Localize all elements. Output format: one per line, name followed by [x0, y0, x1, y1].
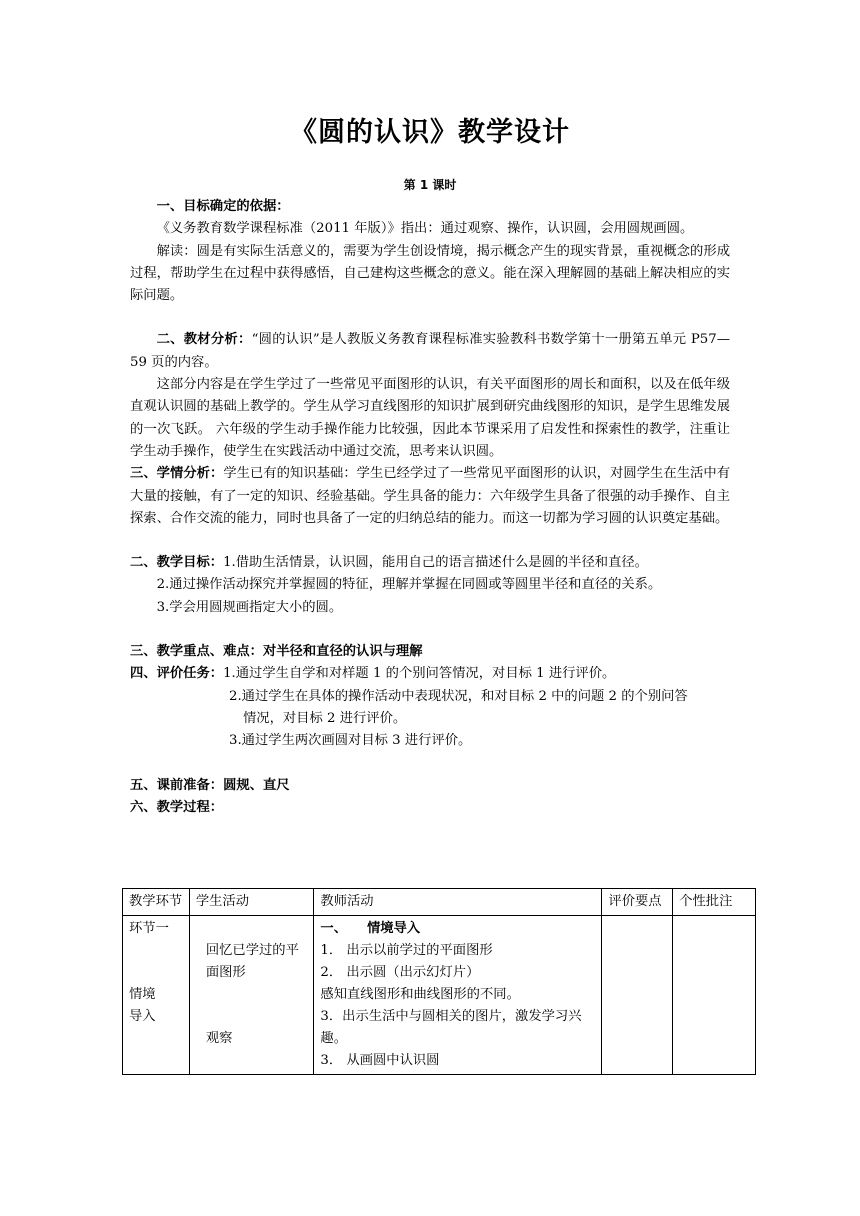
section-label-objectives: 二、教学目标： — [130, 555, 224, 571]
section-label-textbook: 二、教材分析： — [156, 332, 252, 348]
objective-item-3: 3.学会用圆规画指定大小的圆。 — [156, 599, 343, 615]
document-title: 《圆的认识》教学设计 — [290, 117, 570, 148]
paragraph-textbook-analysis: 二、教材分析：“圆的认识”是人教版义务教育课程标准实验教科书数学第十一册第五单元 P57—59 页的内容。 — [130, 332, 730, 370]
section-heading-preparation: 五、课前准备：圆规、直尺 — [130, 777, 290, 793]
document-body — [130, 196, 730, 819]
table-header-cell: 教学环节 — [123, 889, 190, 916]
paragraph-interpretation: 解读：圆是有实际生活意义的，需要为学生创设情境，揭示概念产生的现实背景，重视概念的形成过程，帮助学生在过程中获得感悟，自己建构这些概念的意义。能在深入理解圆的基础上解决相应的实际问题。 — [130, 243, 730, 304]
paragraph-objectives: 二、教学目标：1.借助生活情景，认识圆，能用自己的语言描述什么是圆的半径和直径。 — [130, 555, 648, 571]
lesson-label: 第 1 课时 — [403, 178, 457, 192]
teaching-process-table — [122, 888, 756, 1075]
table-header-cell: 评价要点 — [602, 889, 673, 916]
table-row — [123, 916, 756, 1075]
table-cell-evaluation — [602, 916, 673, 1075]
paragraph-textbook-content: 这部分内容是在学生学过了一些常见平面图形的认识，有关平面图形的周长和面积，以及在低年级直观认识圆的基础上教学的。学生从学习直线图形的知识扩展到研究曲线图形的知识，是学生思维发展的一次飞跃。 六年级的学生动手操作能力比较强，因此本节课采用了启发性和探索性的教学，注重让学生动手操作，使学生在实践活动中通过交流，思考来认识圆。 — [130, 377, 730, 459]
table-cell-stage: 环节一 情境 导入 — [123, 916, 190, 1075]
table-header-cell: 学生活动 — [189, 889, 314, 916]
section-label-learner: 三、学情分析： — [130, 466, 224, 482]
objective-item-2: 2.通过操作活动探究并掌握圆的特征，理解并掌握在同圆或等圆里半径和直径的关系。 — [156, 577, 662, 593]
table-cell-notes — [673, 916, 756, 1075]
section-heading-basis: 一、目标确定的依据： — [156, 199, 290, 214]
section-heading-process: 六、教学过程： — [130, 799, 224, 815]
section-heading-key-points: 三、教学重点、难点：对半径和直径的认识与理解 — [130, 644, 423, 660]
table-cell-student-activity: 回忆已学过的平面图形 观察 — [189, 916, 314, 1075]
paragraph-standard: 《义务教育数学课程标准（2011 年版）》指出：通过观察、操作，认识圆，会用圆规画圆。 — [156, 221, 694, 237]
section-label-evaluation: 四、评价任务： — [130, 666, 224, 682]
evaluation-item-2: 2.通过学生在具体的操作活动中表现状况，和对目标 2 中的问题 2 的个别问答 情况，对目标 2 进行评价。 — [229, 688, 688, 726]
evaluation-item-3: 3.通过学生两次画圆对目标 3 进行评价。 — [229, 733, 472, 749]
paragraph-evaluation: 四、评价任务：1.通过学生自学和对样题 1 的个别问答情况，对目标 1 进行评价。 — [130, 666, 616, 682]
table-header-row — [123, 889, 756, 916]
table-header-cell: 个性批注 — [673, 889, 756, 916]
paragraph-learner-analysis: 三、学情分析：学生已有的知识基础：学生已经学过了一些常见平面图形的认识，对圆学生在生活中有大量的接触，有了一定的知识、经验基础。学生具备的能力：六年级学生具备了很强的动手操作、自主探索、合作交流的能力，同时也具备了一定的归纳总结的能力。而这一切都为学习圆的认识奠定基础。 — [130, 466, 731, 526]
table-header-cell: 教师活动 — [314, 889, 602, 916]
table-cell-teacher-activity: 一、 情境导入 1． 出示以前学过的平面图形 2． 出示圆（出示幻灯片） 感知直线图形和曲线图形的不同。 3．出示生活中与圆相关的图片，激发学习兴趣。 3． 从画圆中认识圆 — [314, 916, 602, 1075]
